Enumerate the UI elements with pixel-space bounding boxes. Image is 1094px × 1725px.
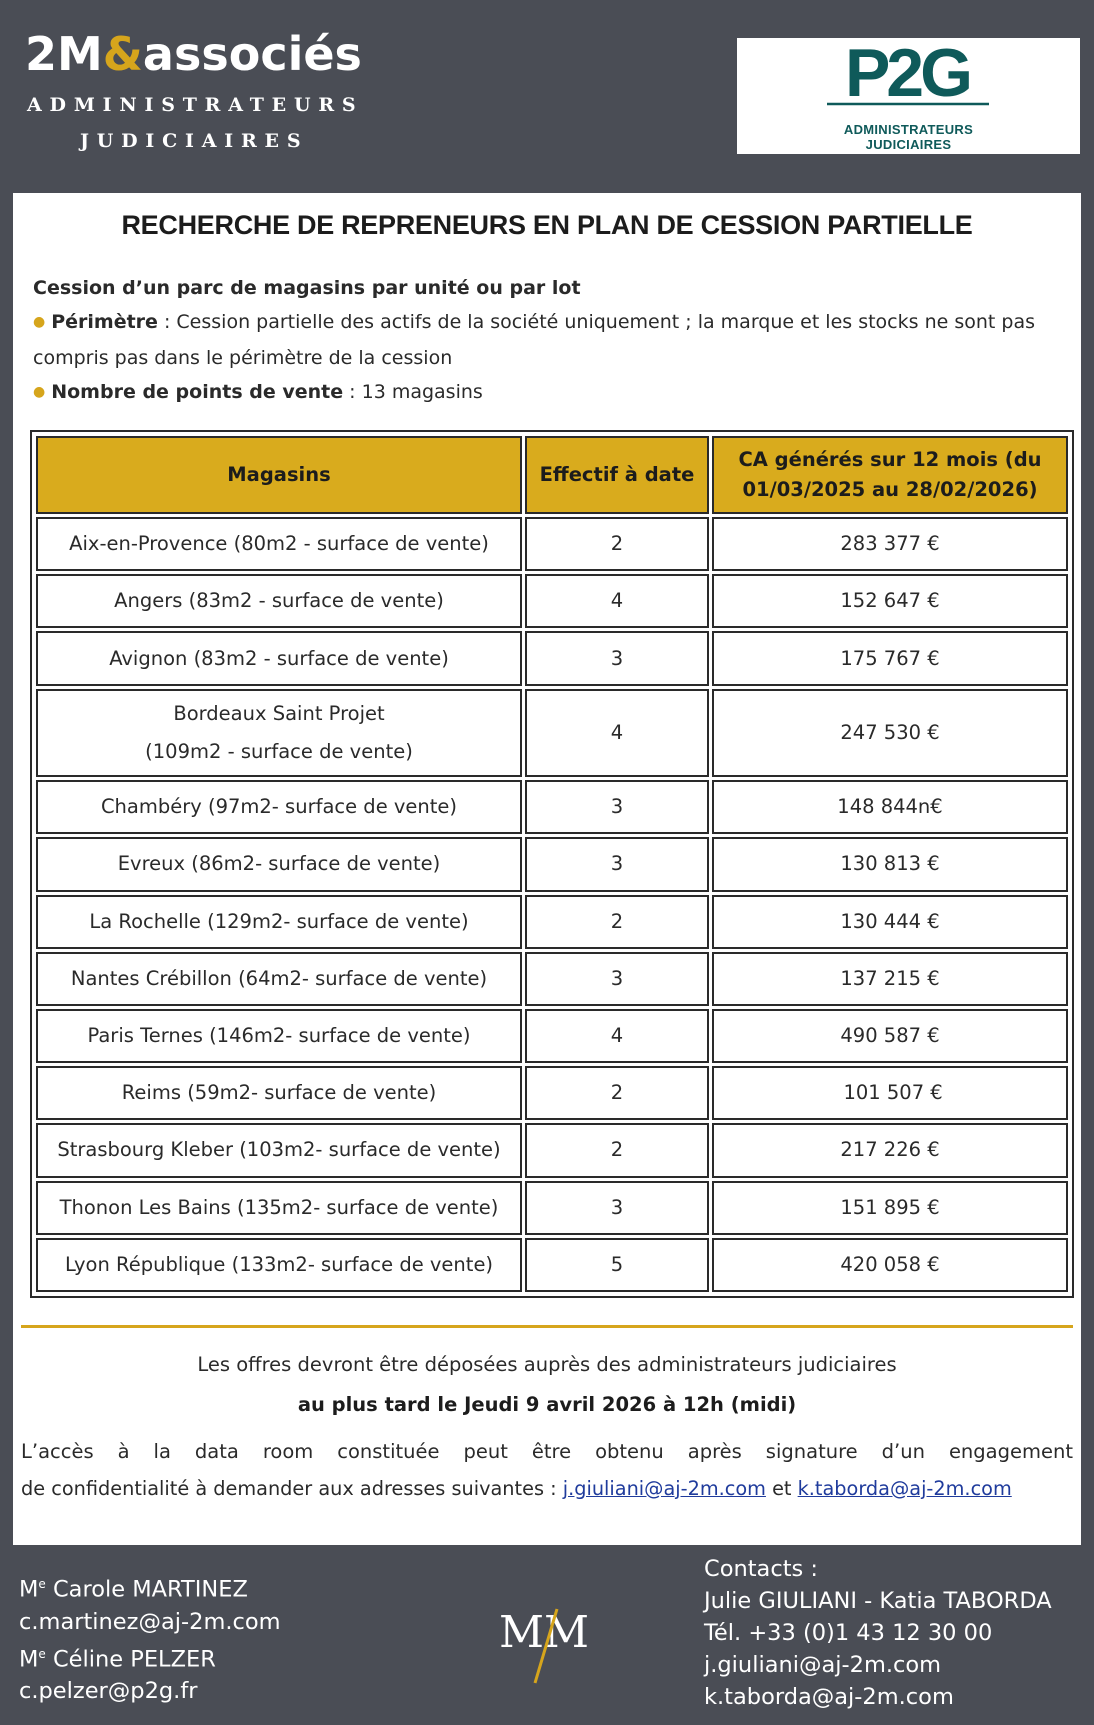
- points-de-vente-item: ● Nombre de points de vente : 13 magasins: [33, 381, 483, 403]
- gold-divider: [21, 1325, 1073, 1328]
- stores-table: [30, 430, 1074, 1298]
- brand-2m-associes-logo: [25, 24, 364, 152]
- contacts-heading: Contacts :: [704, 1556, 818, 1582]
- store-name-cell: Avignon (83m2 - surface de vente): [36, 631, 522, 685]
- table-row: [36, 1181, 1068, 1235]
- contact-name-2: Me Céline PELZER: [19, 1646, 216, 1672]
- store-name-cell: Aix-en-Provence (80m2 - surface de vente): [36, 517, 522, 571]
- header-ca: CA générés sur 12 mois (du 01/03/2025 au 28/02/2026): [712, 436, 1068, 514]
- contact-name-1: Me Carole MARTINEZ: [19, 1576, 248, 1603]
- store-name-cell: Reims (59m2- surface de vente): [36, 1066, 522, 1120]
- revenue-cell: 101 507 €: [712, 1066, 1068, 1120]
- svg-text:P2G: P2G: [844, 40, 970, 108]
- table-row: [36, 517, 1068, 571]
- contacts-phone: Tél. +33 (0)1 43 12 30 00: [704, 1620, 993, 1646]
- footer-left-contacts: [19, 1568, 281, 1707]
- revenue-cell: 148 844n€: [712, 780, 1068, 834]
- p2g-subtitle-2: JUDICIAIRES: [865, 137, 952, 152]
- table-row: [36, 952, 1068, 1006]
- contacts-email-1: j.giuliani@aj-2m.com: [704, 1652, 942, 1678]
- table-header-row: [36, 436, 1068, 514]
- store-name-cell: Evreux (86m2- surface de vente): [36, 837, 522, 891]
- revenue-cell: 490 587 €: [712, 1009, 1068, 1063]
- table-row: [36, 1123, 1068, 1177]
- content-panel: [13, 193, 1081, 1545]
- page-title: RECHERCHE DE REPRENEURS EN PLAN DE CESSION PARTIELLE: [121, 210, 973, 240]
- bullet-icon: ●: [33, 314, 46, 330]
- footer-right-contacts: [704, 1553, 1052, 1713]
- revenue-cell: 247 530 €: [712, 689, 1068, 778]
- brand-p2g-logo: [737, 38, 1080, 154]
- table-row: [36, 1238, 1068, 1292]
- staff-cell: 3: [525, 780, 709, 834]
- header-magasins: Magasins: [36, 436, 522, 514]
- store-name-cell: Bordeaux Saint Projet (109m2 - surface de vente): [36, 689, 522, 778]
- contacts-email-2: k.taborda@aj-2m.com: [704, 1684, 954, 1710]
- svg-text:MM: MM: [499, 1607, 590, 1658]
- contacts-names: Julie GIULIANI - Katia TABORDA: [704, 1588, 1052, 1614]
- revenue-cell: 217 226 €: [712, 1123, 1068, 1177]
- contact-email-1: c.martinez@aj-2m.com: [19, 1608, 281, 1635]
- store-name-cell: Strasbourg Kleber (103m2- surface de vente): [36, 1123, 522, 1177]
- email-link-giuliani[interactable]: j.giuliani@aj-2m.com: [562, 1477, 766, 1500]
- revenue-cell: 151 895 €: [712, 1181, 1068, 1235]
- store-name-cell: La Rochelle (129m2- surface de vente): [36, 895, 522, 949]
- revenue-cell: 283 377 €: [712, 517, 1068, 571]
- staff-cell: 2: [525, 517, 709, 571]
- staff-cell: 2: [525, 895, 709, 949]
- email-link-taborda[interactable]: k.taborda@aj-2m.com: [797, 1477, 1012, 1500]
- table-row: [36, 837, 1068, 891]
- intro-section: [33, 271, 1063, 411]
- offers-deadline: au plus tard le Jeudi 9 avril 2026 à 12h (midi): [297, 1393, 797, 1416]
- revenue-cell: 175 767 €: [712, 631, 1068, 685]
- brand-name: 2M&associés: [25, 27, 362, 81]
- dataroom-paragraph: L’accès à la data room constituée peut être obtenu après signature d’un engagement de confidentialité à demander aux adresses suivantes : j.giuliani@aj-2m.com et k.taborda@aj-2m.com: [21, 1440, 1073, 1500]
- staff-cell: 3: [525, 631, 709, 685]
- staff-cell: 2: [525, 1123, 709, 1177]
- mm-monogram-logo-icon: [495, 1605, 605, 1685]
- staff-cell: 2: [525, 1066, 709, 1120]
- bullet-icon: ●: [33, 384, 46, 400]
- table-row: [36, 574, 1068, 628]
- intro-heading: Cession d’un parc de magasins par unité ou par lot: [33, 277, 581, 299]
- revenue-cell: 130 813 €: [712, 837, 1068, 891]
- staff-cell: 3: [525, 837, 709, 891]
- store-name-cell: Lyon République (133m2- surface de vente): [36, 1238, 522, 1292]
- table-row: [36, 895, 1068, 949]
- header-effectif: Effectif à date: [525, 436, 709, 514]
- store-name-cell: Nantes Crébillon (64m2- surface de vente): [36, 952, 522, 1006]
- perimetre-item: ● Périmètre : Cession partielle des actifs de la société uniquement ; la marque et les stocks ne sont pas compris pas dans le périmètre de la cession: [33, 311, 1035, 369]
- staff-cell: 5: [525, 1238, 709, 1292]
- staff-cell: 4: [525, 689, 709, 778]
- table-row: [36, 1066, 1068, 1120]
- store-name-cell: Thonon Les Bains (135m2- surface de vente): [36, 1181, 522, 1235]
- table-row: [36, 689, 1068, 778]
- store-name-cell: Paris Ternes (146m2- surface de vente): [36, 1009, 522, 1063]
- store-name-cell: Chambéry (97m2- surface de vente): [36, 780, 522, 834]
- revenue-cell: 152 647 €: [712, 574, 1068, 628]
- p2g-subtitle-1: ADMINISTRATEURS: [843, 122, 974, 137]
- brand-subtitle-1: ADMINISTRATEURS: [27, 94, 364, 116]
- staff-cell: 4: [525, 1009, 709, 1063]
- offers-line-1: Les offres devront être déposées auprès des administrateurs judiciaires: [197, 1353, 897, 1376]
- table-row: [36, 631, 1068, 685]
- p2g-logo-icon: [817, 40, 997, 108]
- store-name-cell: Angers (83m2 - surface de vente): [36, 574, 522, 628]
- revenue-cell: 130 444 €: [712, 895, 1068, 949]
- staff-cell: 3: [525, 1181, 709, 1235]
- staff-cell: 4: [525, 574, 709, 628]
- staff-cell: 3: [525, 952, 709, 1006]
- table-row: [36, 780, 1068, 834]
- page-header: [0, 0, 1094, 192]
- table-row: [36, 1009, 1068, 1063]
- revenue-cell: 420 058 €: [712, 1238, 1068, 1292]
- revenue-cell: 137 215 €: [712, 952, 1068, 1006]
- brand-subtitle-2: JUDICIAIRES: [80, 130, 309, 152]
- contact-email-2: c.pelzer@p2g.fr: [19, 1678, 198, 1704]
